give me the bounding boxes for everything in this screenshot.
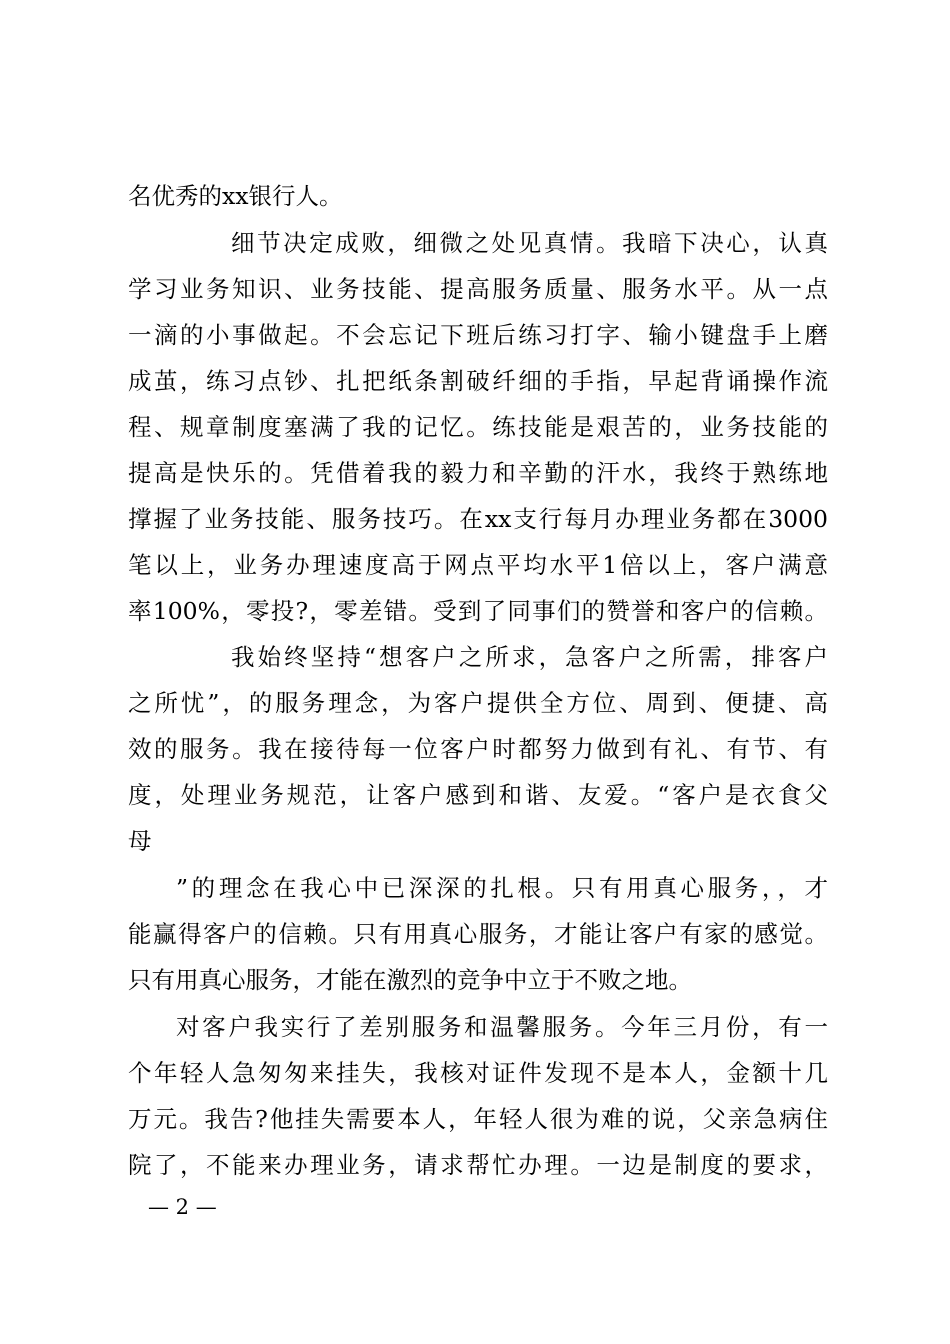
text-line: 效的服务。我在接待每一位客户时都努力做到有礼、有节、有 xyxy=(128,735,828,763)
text-line: 一滴的小事做起。不会忘记下班后练习打字、输小键盘手上磨 xyxy=(128,321,828,349)
text-line: 程、规章制度塞满了我的记忆。练技能是艰苦的，业务技能的 xyxy=(128,413,828,441)
text-line: 提高是快乐的。凭借着我的毅力和辛勤的汗水，我终于熟练地 xyxy=(128,459,828,487)
text-line: ”的理念在我心中已深深的扎根。只有用真心服务，，才 xyxy=(176,874,828,902)
page-number: — 2 — xyxy=(148,1195,217,1219)
text-line: 个年轻人急匆匆来挂失，我核对证件发现不是本人，金额十几 xyxy=(128,1059,828,1087)
text-line: 学习业务知识、业务技能、提高服务质量、服务水平。从一点 xyxy=(128,275,828,303)
text-line: 万元。我告?他挂失需要本人，年轻人很为难的说，父亲急病住 xyxy=(128,1105,828,1133)
text-line: 名优秀的xx银行人。 xyxy=(128,182,343,210)
text-line: 只有用真心服务，才能在激烈的竞争中立于不败之地。 xyxy=(128,966,692,994)
text-line: 率100%，零投?，零差错。受到了同事们的赞誉和客户的信赖。 xyxy=(128,597,828,625)
text-line: 对客户我实行了差别服务和温馨服务。今年三月份，有一 xyxy=(176,1013,828,1041)
text-line: 院了，不能来办理业务，请求帮忙办理。一边是制度的要求， xyxy=(128,1151,828,1179)
text-line: 能赢得客户的信赖。只有用真心服务，才能让客户有家的感觉。 xyxy=(128,920,828,948)
text-line: 笔以上，业务办理速度高于网点平均水平1倍以上，客户满意 xyxy=(128,551,828,579)
text-line: 之所忧”，的服务理念，为客户提供全方位、周到、便捷、高 xyxy=(128,689,828,717)
text-line: 细节决定成败，细微之处见真情。我暗下决心，认真 xyxy=(231,229,828,257)
text-line: 母 xyxy=(128,827,152,855)
text-line: 撑握了业务技能、服务技巧。在xx支行每月办理业务都在3000 xyxy=(128,505,828,533)
text-line: 度，处理业务规范，让客户感到和谐、友爱。“客户是衣食父 xyxy=(128,781,828,809)
text-line: 我始终坚持“想客户之所求，急客户之所需，排客户 xyxy=(231,643,828,671)
text-line: 成茧，练习点钞、扎把纸条割破纤细的手指，早起背诵操作流 xyxy=(128,367,828,395)
